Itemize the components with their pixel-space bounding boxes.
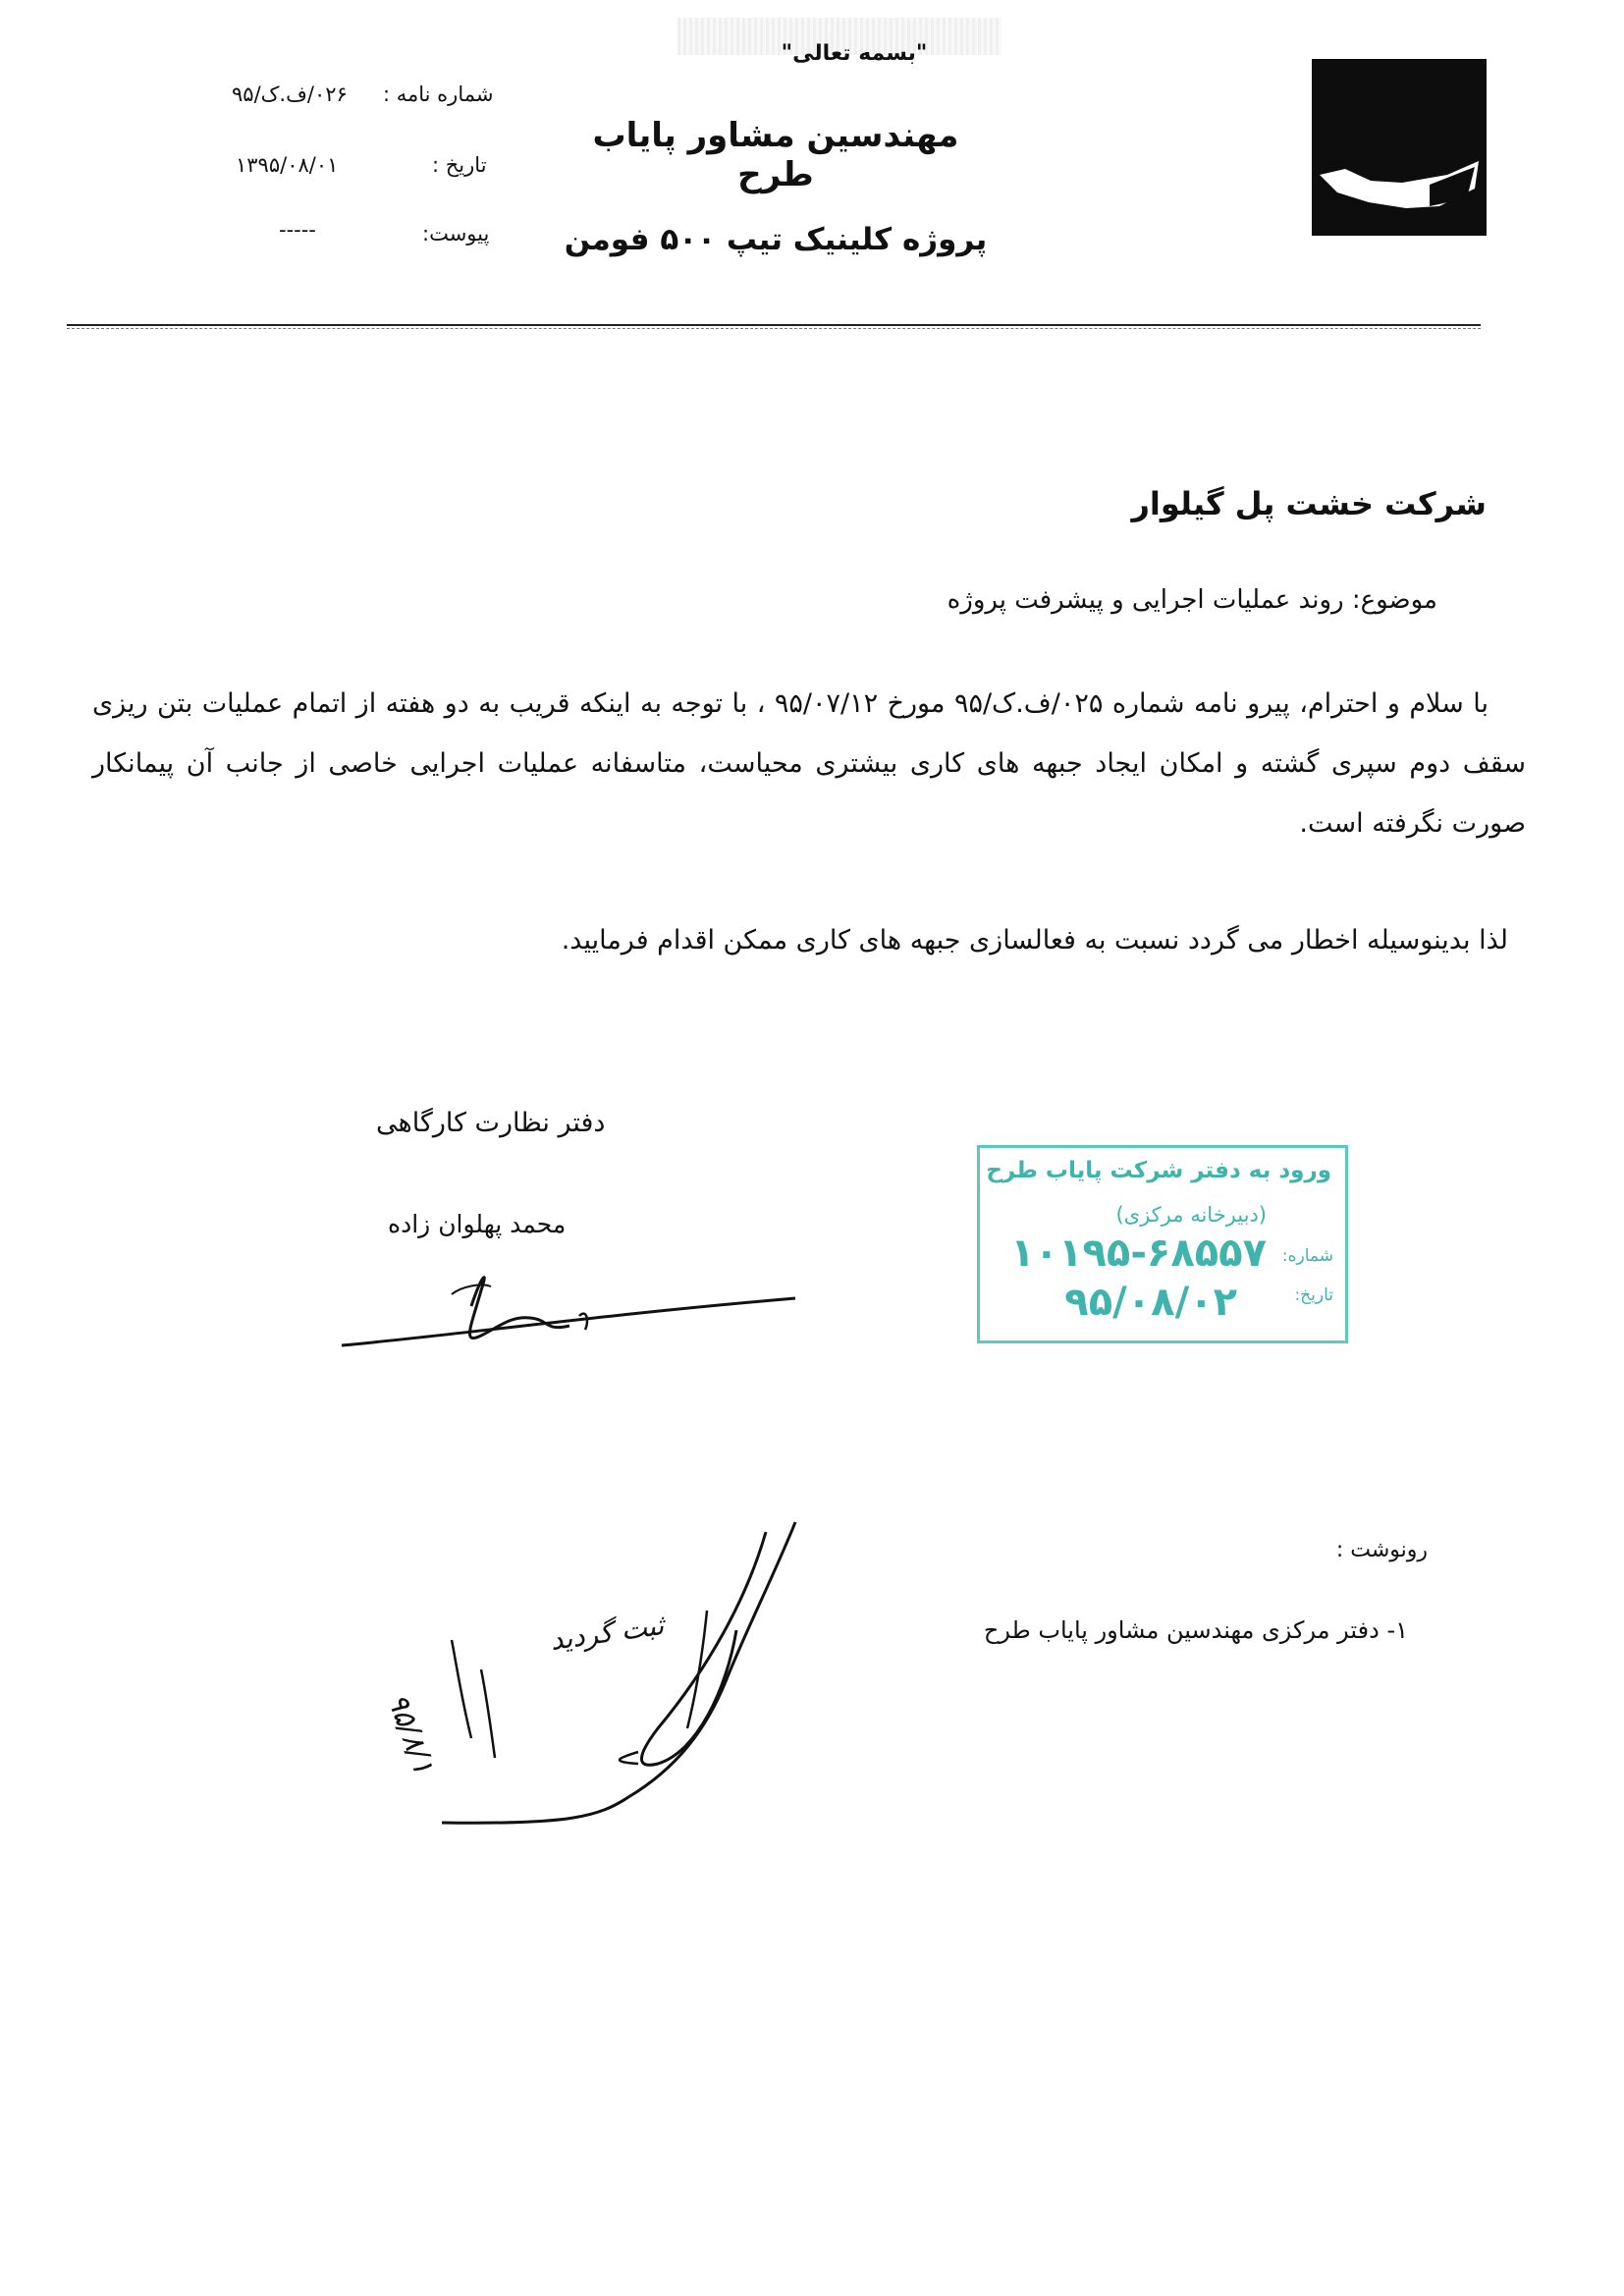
stamp-subtitle: (دبیرخانه مرکزی) [1115, 1203, 1267, 1227]
company-logo [1312, 59, 1487, 236]
handwritten-approval [412, 1512, 825, 1836]
stamp-number-label: شماره: [1281, 1246, 1333, 1266]
stamp-date-value: ۹۵/۰۸/۰۲ [1064, 1280, 1237, 1325]
attachment-label: پیوست: [422, 222, 490, 246]
header-divider [67, 324, 1481, 326]
stamp-title: ورود به دفتر شرکت پایاب طرح [986, 1158, 1331, 1183]
handwritten-note-text: ثبت گردید [548, 1609, 667, 1657]
date-value: ۱۳۹۵/۰۸/۰۱ [236, 153, 339, 177]
subject-line: موضوع: روند عملیات اجرایی و پیشرفت پروژه [947, 585, 1437, 615]
cc-label: رونوشت : [1335, 1538, 1428, 1562]
letter-number-value: ۰۲۶/ف.ک/۹۵ [232, 82, 348, 106]
recipient: شرکت خشت پل گیلوار [1131, 485, 1487, 522]
body-paragraph-2: لذا بدینوسیله اخطار می گردد نسبت به فعالسازی جبهه های کاری ممکن اقدام فرمایید. [561, 925, 1508, 956]
signer-name: محمد پهلوان زاده [388, 1210, 567, 1238]
header-divider-secondary [67, 328, 1481, 329]
letter-body [92, 674, 1526, 853]
stamp-number-value: ۱۰۱۹۵-۶۸۵۵۷ [1010, 1230, 1267, 1276]
attachment-value: ----- [279, 218, 316, 242]
stamp-date-label: تاریخ: [1294, 1285, 1333, 1305]
handwritten-note-date: ۹۵/۸/۱ [380, 1689, 441, 1779]
date-label: تاریخ : [432, 153, 487, 177]
office-name: دفتر نظارت کارگاهی [376, 1108, 606, 1138]
receipt-stamp [977, 1145, 1348, 1343]
cc-item-1: ۱- دفتر مرکزی مهندسین مشاور پایاب طرح [983, 1616, 1408, 1644]
body-paragraph-1: با سلام و احترام، پیرو نامه شماره ۰۲۵/ف.ک/۹۵ مورخ ۹۵/۰۷/۱۲ ، با توجه به اینکه قریب به دو هفته از اتمام عملیات بتن ریزی سقف دوم سپری گشته و امکان ایجاد جبهه های کاری بیشتری محیاست، متاسفانه عملیات اجرایی خاصی از جانب آن پیمانکار صورت نگرفته است. [92, 688, 1526, 839]
letter-number-label: شماره نامه : [383, 82, 494, 106]
signature-image [334, 1247, 805, 1365]
project-name-heading: پروژه کلینیک تیپ ۵۰۰ فومن [564, 222, 988, 257]
bismillah-heading: "بسمه تعالی" [781, 41, 928, 66]
company-name-heading: مهندسین مشاور پایاب طرح [592, 116, 959, 194]
